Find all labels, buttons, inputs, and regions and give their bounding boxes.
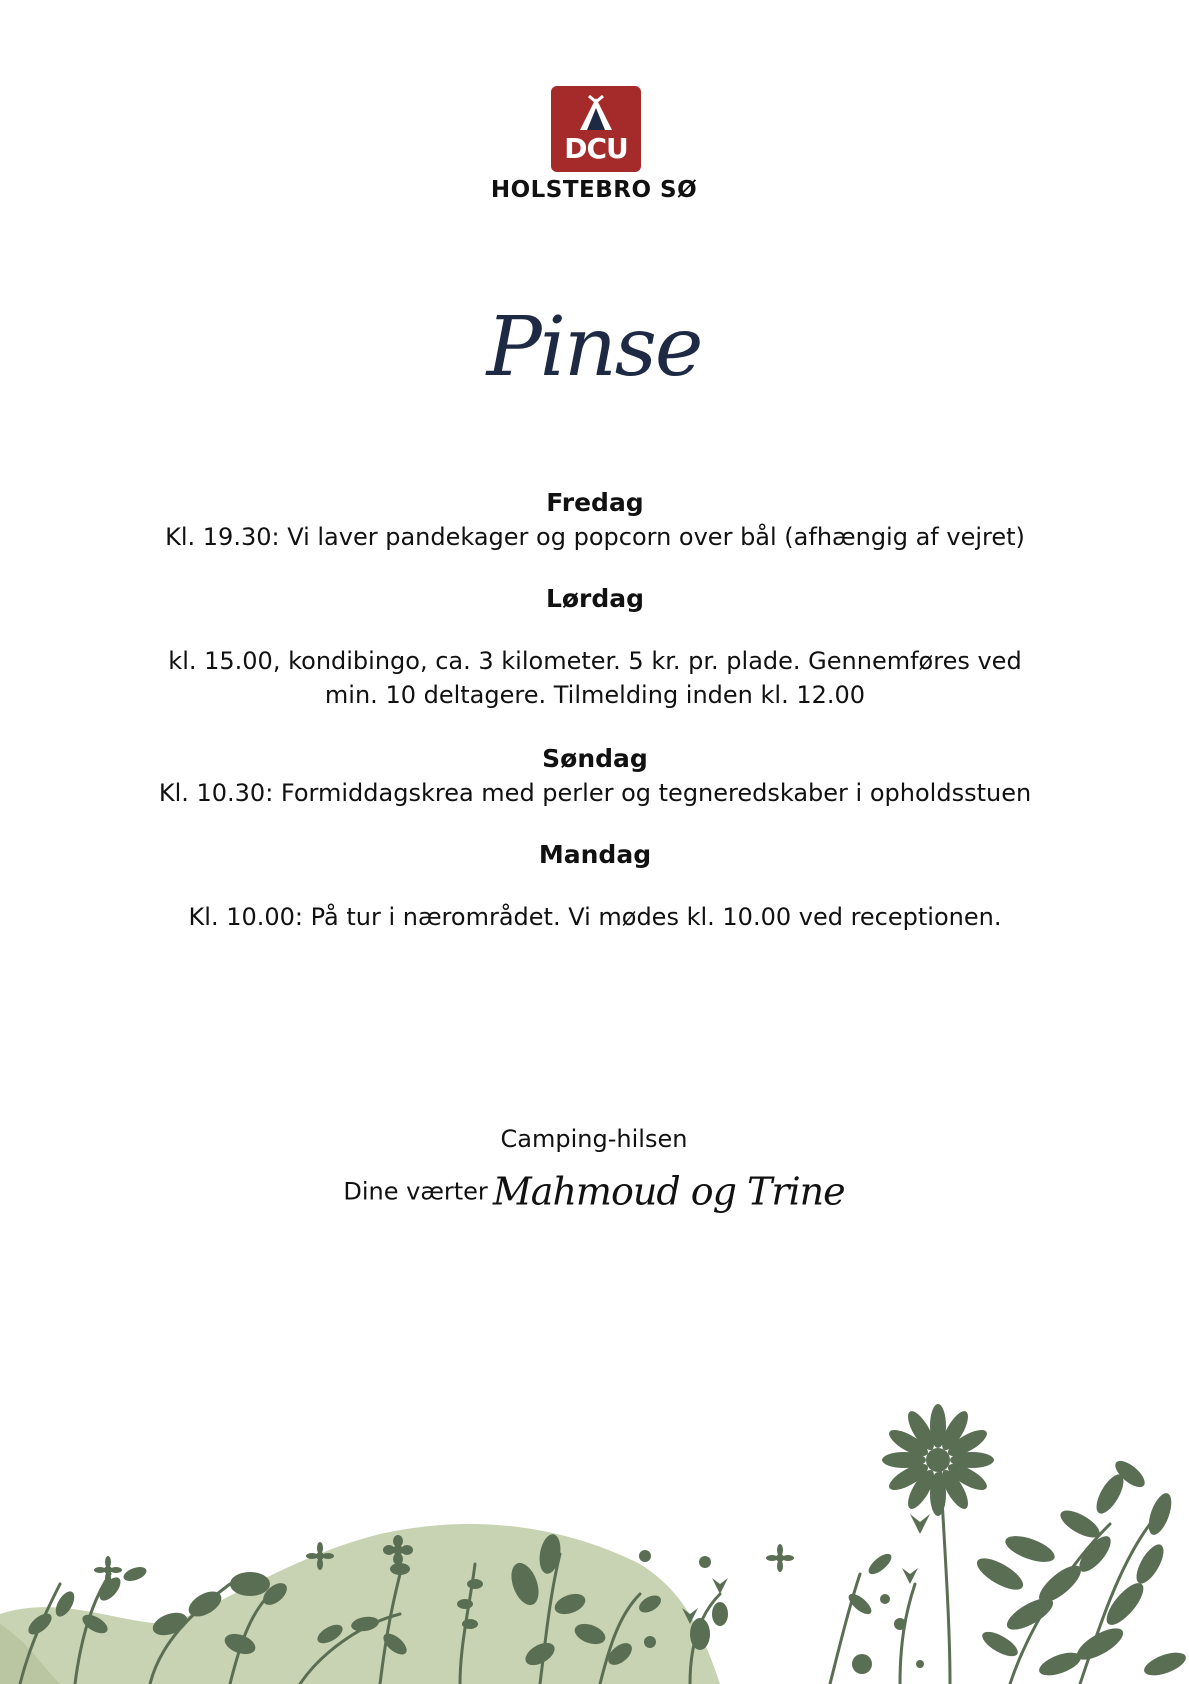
schedule-day-fredag <box>80 486 1110 554</box>
closing-greeting: Camping-hilsen <box>500 1125 688 1153</box>
logo-name: HOLSTEBRO SØ <box>490 177 698 203</box>
day-text: Kl. 10.30: Formiddagskrea med perler og tegneredskaber i opholdsstuen <box>158 779 1032 807</box>
logo-badge <box>551 86 641 172</box>
day-text: min. 10 deltagere. Tilmelding inden kl. 12.00 <box>324 681 866 709</box>
closing <box>294 1122 894 1217</box>
day-text: Kl. 19.30: Vi laver pandekager og popcorn over bål (afhængig af vejret) <box>165 523 1025 551</box>
schedule-day-lordag <box>80 582 1110 712</box>
day-heading: Fredag <box>546 488 644 517</box>
schedule-day-mandag <box>80 838 1110 934</box>
tent-icon <box>578 94 614 132</box>
hosts-line <box>294 1166 894 1217</box>
hosts-prefix: Dine værter <box>343 1177 488 1206</box>
schedule <box>80 486 1110 934</box>
logo-badge-text: DCU <box>564 132 628 165</box>
hosts-signature: Mahmoud og Trine <box>492 1169 845 1214</box>
day-text: kl. 15.00, kondibingo, ca. 3 kilometer. 5 kr. pr. plade. Gennemføres ved <box>168 647 1022 675</box>
day-text: Kl. 10.00: På tur i nærområdet. Vi mødes kl. 10.00 ved receptionen. <box>188 903 1002 931</box>
floral-border-icon <box>0 1324 1189 1684</box>
day-heading: Lørdag <box>545 584 645 613</box>
page-title: Pinse <box>486 300 702 395</box>
day-heading: Søndag <box>542 744 648 773</box>
schedule-day-sondag <box>80 742 1110 810</box>
day-heading: Mandag <box>538 840 652 869</box>
